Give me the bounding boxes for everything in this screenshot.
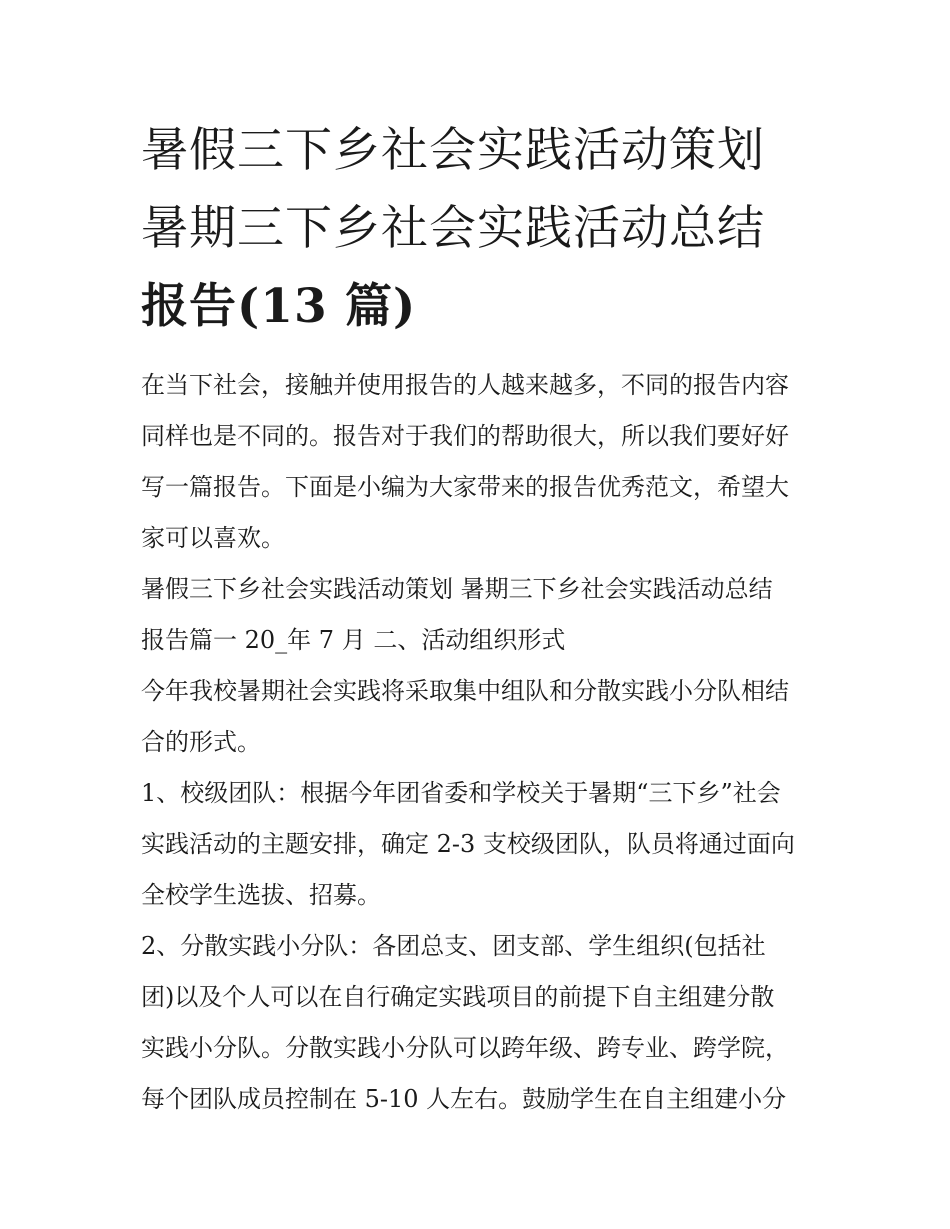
document-title: [141, 112, 813, 346]
document-body: [141, 360, 813, 1125]
title-line-2: 暑期三下乡社会实践活动总结: [141, 201, 765, 256]
body-line-13: 团)以及个人可以在自行确定实践项目的前提下自主组建分散: [141, 983, 775, 1011]
body-line-1: 在当下社会，接触并使用报告的人越来越多，不同的报告内容: [141, 371, 789, 399]
document-page: [141, 112, 813, 1125]
body-line-6: 报告篇一 20_年 7 月 二、活动组织形式: [141, 626, 566, 654]
body-line-14: 实践小分队。分散实践小分队可以跨年级、跨专业、跨学院，: [141, 1034, 789, 1062]
body-line-3: 写一篇报告。下面是小编为大家带来的报告优秀范文，希望大: [141, 473, 789, 501]
body-line-4: 家可以喜欢。: [141, 524, 285, 552]
body-line-8: 合的形式。: [141, 728, 261, 756]
body-line-15: 每个团队成员控制在 5-10 人左右。鼓励学生在自主组建小分: [141, 1085, 787, 1113]
title-line-3: 报告(13 篇): [141, 279, 417, 334]
body-line-12: 2、分散实践小分队：各团总支、团支部、学生组织(包括社: [141, 932, 766, 960]
body-line-5: 暑假三下乡社会实践活动策划 暑期三下乡社会实践活动总结: [141, 575, 773, 603]
body-line-11: 全校学生选拔、招募。: [141, 881, 381, 909]
body-line-7: 今年我校暑期社会实践将采取集中组队和分散实践小分队相结: [141, 677, 789, 705]
body-line-10: 实践活动的主题安排，确定 2-3 支校级团队，队员将通过面向: [141, 830, 795, 858]
body-line-9: 1、校级团队：根据今年团省委和学校关于暑期“三下乡”社会: [141, 779, 781, 807]
body-line-2: 同样也是不同的。报告对于我们的帮助很大，所以我们要好好: [141, 422, 789, 450]
title-line-1: 暑假三下乡社会实践活动策划: [141, 123, 765, 178]
